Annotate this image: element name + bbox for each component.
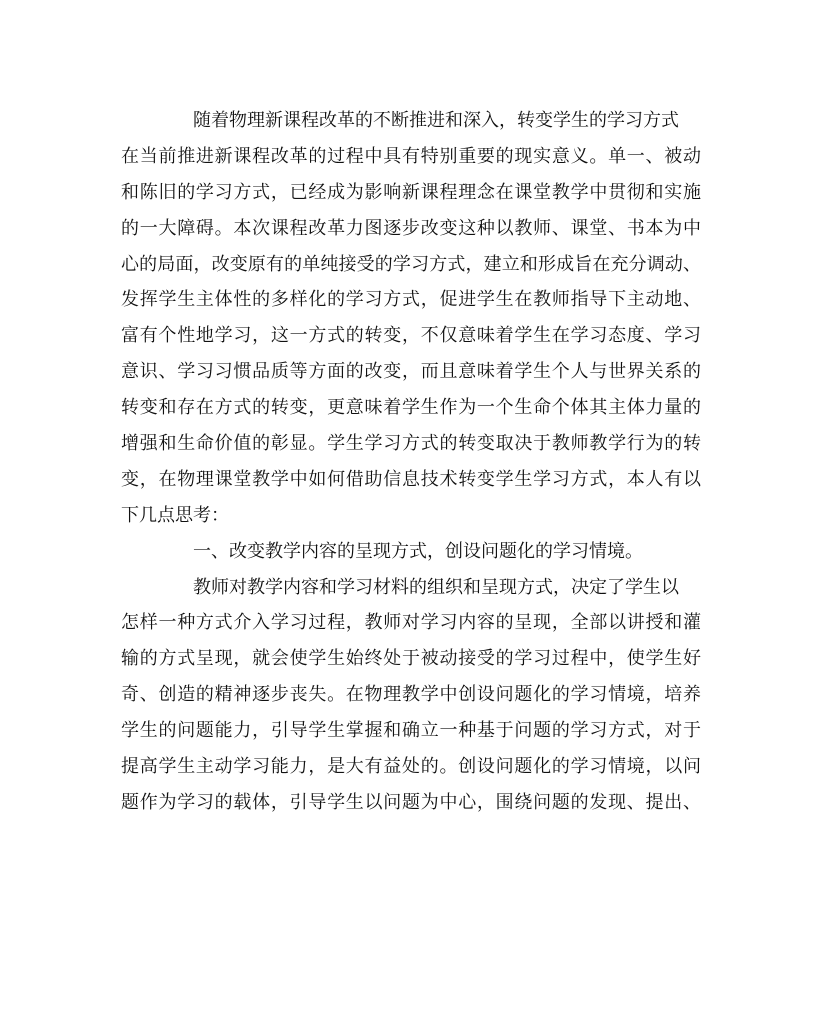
paragraph-line: 题作为学习的载体，引导学生以问题为中心，围绕问题的发现、提出、: [121, 791, 701, 813]
paragraph-line: 教师对教学内容和学习材料的组织和呈现方式，决定了学生以: [193, 576, 679, 598]
paragraph-line: 转变和存在方式的转变，更意味着学生作为一个生命个体其主体力量的: [121, 397, 701, 419]
paragraph-section-one: [121, 570, 701, 821]
section-heading-text: 一、改变教学内容的呈现方式，创设问题化的学习情境。: [193, 540, 643, 562]
paragraph-line: 学生的问题能力，引导学生掌握和确立一种基于问题的学习方式，对于: [121, 720, 701, 742]
paragraph-line: 下几点思考：: [121, 504, 229, 526]
paragraph-line: 变，在物理课堂教学中如何借助信息技术转变学生学习方式，本人有以: [121, 468, 701, 490]
paragraph-line: 在当前推进新课程改革的过程中具有特别重要的现实意义。单一、被动: [121, 145, 701, 167]
document-body: [121, 103, 701, 821]
paragraph-line: 和陈旧的学习方式，已经成为影响新课程理念在课堂教学中贯彻和实施: [121, 181, 701, 203]
paragraph-line: 输的方式呈现，就会使学生始终处于被动接受的学习过程中，使学生好: [121, 648, 701, 670]
section-heading: [121, 534, 701, 570]
paragraph-line: 意识、学习习惯品质等方面的改变，而且意味着学生个人与世界关系的: [121, 361, 701, 383]
paragraph-line: 增强和生命价值的彰显。学生学习方式的转变取决于教师教学行为的转: [121, 433, 701, 455]
paragraph-line: 奇、创造的精神逐步丧失。在物理教学中创设问题化的学习情境，培养: [121, 684, 701, 706]
paragraph-line: 心的局面，改变原有的单纯接受的学习方式，建立和形成旨在充分调动、: [121, 253, 701, 275]
paragraph-intro: [121, 103, 701, 534]
paragraph-line: 怎样一种方式介入学习过程，教师对学习内容的呈现，全部以讲授和灌: [121, 612, 701, 634]
paragraph-line: 发挥学生主体性的多样化的学习方式，促进学生在教师指导下主动地、: [121, 289, 701, 311]
paragraph-line: 的一大障碍。本次课程改革力图逐步改变这种以教师、课堂、书本为中: [121, 217, 701, 239]
paragraph-line: 随着物理新课程改革的不断推进和深入，转变学生的学习方式: [193, 110, 679, 131]
paragraph-line: 提高学生主动学习能力，是大有益处的。创设问题化的学习情境，以问: [121, 756, 701, 778]
paragraph-line: 富有个性地学习，这一方式的转变，不仅意味着学生在学习态度、学习: [121, 325, 701, 347]
